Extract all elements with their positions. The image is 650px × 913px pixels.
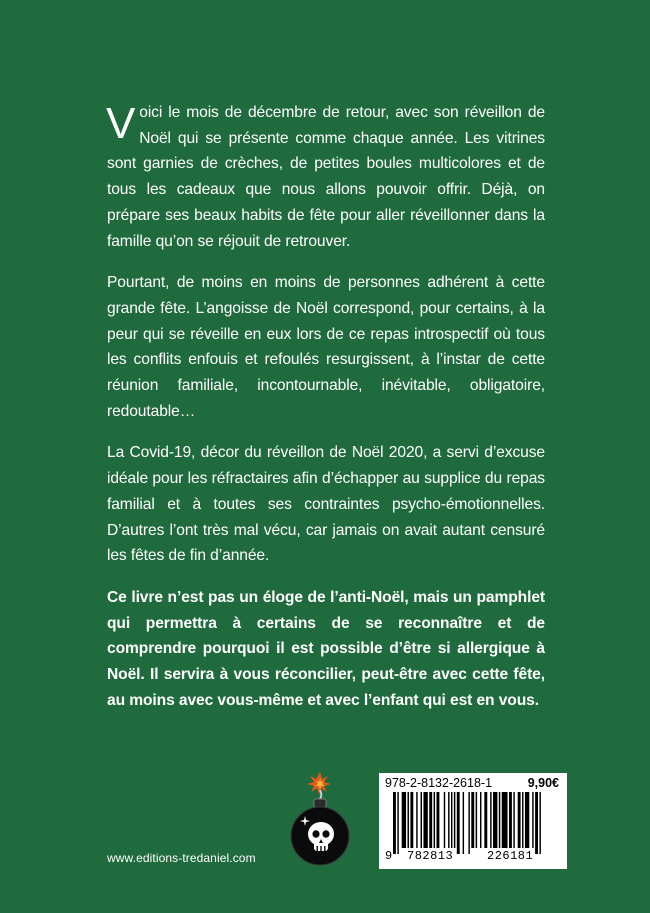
barcode-bar (444, 792, 445, 848)
back-cover-text (107, 100, 545, 729)
barcode-bar (397, 792, 398, 854)
barcode-bar (410, 792, 413, 848)
barcode-first-digit: 9 (385, 849, 393, 863)
paragraph-intro-text: oici le mois de décembre de retour, avec son réveillon de Noël qui se présente comme chaque année. Les vitrines sont garnies de crèches, de petites boules multicolores et de tous les cadeaux que nous allons pouvoir offrir. Déjà, on prépare ses beaux habits de fête pour aller réveillonner dans la famille qu’on se réjouit de retrouver. (107, 104, 545, 250)
barcode-bar (509, 792, 512, 848)
barcode-bar (490, 792, 491, 848)
barcode-left-group: 782813 (407, 849, 454, 863)
barcode-bar (493, 792, 497, 848)
barcode-bar (525, 792, 529, 848)
barcode-bar (421, 792, 422, 848)
barcode-bar (437, 792, 440, 848)
barcode-bar (535, 792, 538, 854)
skull-bomb-icon (290, 770, 350, 870)
barcode-bar (423, 792, 427, 848)
barcode-bar (448, 792, 449, 848)
barcode-bar (393, 792, 396, 854)
barcode-label (379, 773, 567, 869)
barcode-bar (499, 792, 500, 848)
paragraph-angoisse: Pourtant, de moins en moins de personnes adhérent à cette grande fête. L’angoisse de Noël correspond, pour certains, à la peur qui se réveille en eux lors de ce repas introspectif où tous les conflits enfouis et refoulés resurgissent, à l’instar de cette réunion familiale, incontournable, inévitable, obligatoire, redoutable… (107, 274, 545, 420)
barcode-bar (513, 792, 514, 848)
fuse-spark-icon (307, 772, 331, 795)
barcode-bar (532, 792, 533, 848)
barcode-bar (476, 792, 477, 848)
barcode-bar (539, 792, 540, 854)
barcode-bar (468, 792, 469, 854)
barcode-bar (454, 792, 455, 848)
barcode-bar (402, 792, 406, 848)
paragraph-intro (107, 100, 545, 254)
barcode-bar (522, 792, 523, 848)
barcode-bar (518, 792, 521, 848)
drop-cap: V (106, 99, 136, 148)
barcode-bar (502, 792, 508, 848)
isbn-number: 978-2-8132-2618-1 (385, 776, 493, 790)
barcode-bar (429, 792, 432, 848)
paragraph-covid: La Covid-19, décor du réveillon de Noël 2020, a servi d’excuse idéale pour les réfractaires afin d’échapper au supplice du repas familial et à toutes ses contraintes psycho-émotionnelles. D’autres l’ont très mal vécu, car jamais on avait autant censuré les fêtes de fin d’année. (107, 444, 545, 565)
barcode-bar (451, 792, 452, 848)
price: 9,90€ (527, 776, 559, 790)
publisher-website: www.editions-tredaniel.com (107, 851, 256, 865)
barcode-bar (434, 792, 435, 848)
paragraph-pitch: Ce livre n’est pas un éloge de l’anti-Noël, mais un pamphlet qui permettra à certains de se reconnaître et de comprendre pourquoi il est possible d’être si allergique à Noël. Il servira à vous réconcilier, peut-être avec cette fête, au moins avec vous-même et avec l’enfant qui est en vous. (107, 588, 545, 709)
barcode-right-group: 226181 (487, 849, 534, 863)
barcode-bar (408, 792, 409, 848)
barcode-bar (463, 792, 464, 854)
barcode-bar (471, 792, 474, 848)
barcode-bar (484, 792, 487, 848)
barcode-bar (416, 792, 417, 848)
barcode-bar (480, 792, 481, 848)
barcode-bar (457, 792, 460, 854)
